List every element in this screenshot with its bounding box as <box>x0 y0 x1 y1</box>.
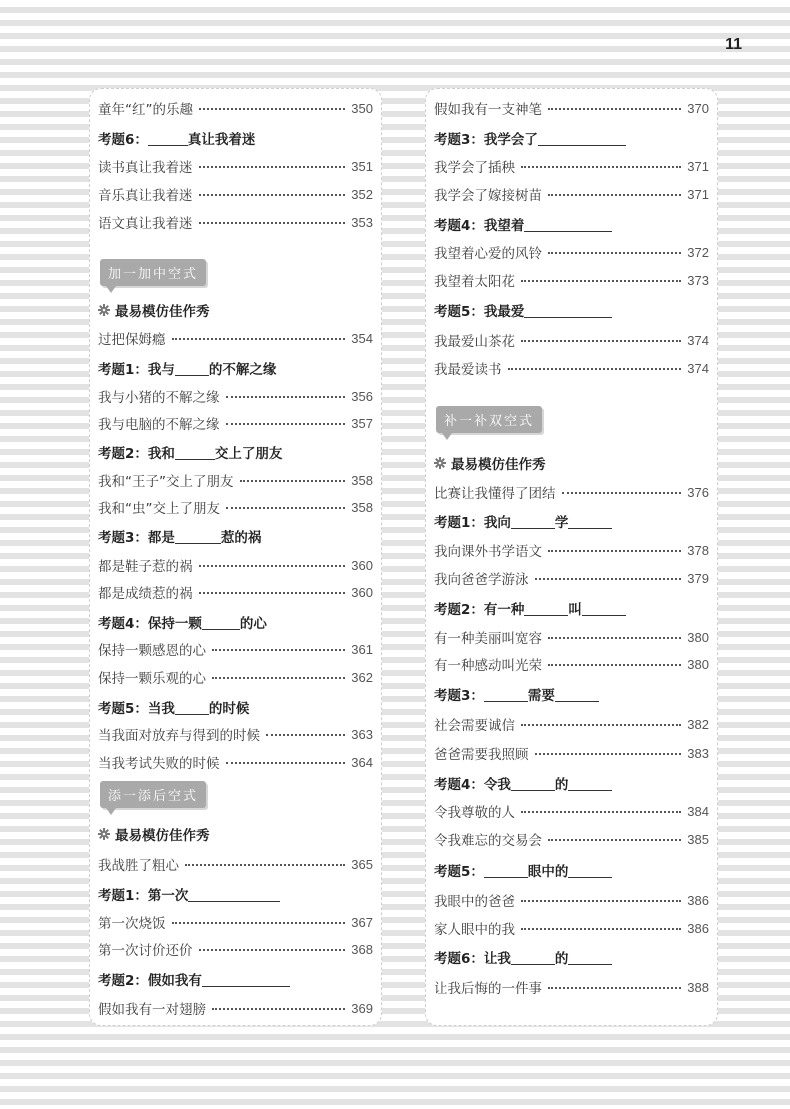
toc-entry[interactable] <box>434 155 709 177</box>
dot-leader <box>508 368 682 370</box>
topic-text: 考题4：令我 <box>434 777 511 793</box>
toc-entry[interactable] <box>434 713 709 735</box>
fill-blank <box>246 972 290 987</box>
toc-entry[interactable] <box>98 581 373 603</box>
toc-entry-page: 386 <box>687 920 709 936</box>
toc-entry-title: 我望着太阳花 <box>434 274 515 290</box>
toc-entry-page: 384 <box>687 803 709 819</box>
toc-entry[interactable] <box>98 327 373 349</box>
dot-leader <box>521 340 681 342</box>
fill-blank <box>148 131 188 146</box>
toc-entry-title: 我向课外书学语文 <box>434 544 542 560</box>
fill-blank <box>484 687 528 702</box>
dot-leader <box>226 396 346 398</box>
toc-entry[interactable] <box>98 911 373 933</box>
toc-entry-page: 354 <box>351 330 373 346</box>
fill-blank <box>582 131 626 146</box>
dot-leader <box>226 423 346 425</box>
dot-leader <box>199 166 346 168</box>
dot-leader <box>185 864 345 866</box>
topic-heading <box>434 127 709 149</box>
toc-entry-title: 令我难忘的交易会 <box>434 833 542 849</box>
topic-heading <box>98 127 373 149</box>
toc-entry[interactable] <box>98 211 373 233</box>
fill-blank <box>568 303 612 318</box>
toc-entry[interactable] <box>98 412 373 434</box>
toc-entry-page: 376 <box>687 484 709 500</box>
toc-entry-title: 有一种美丽叫宽容 <box>434 631 542 647</box>
toc-entry-title: 我与电脑的不解之缘 <box>98 417 220 433</box>
toc-entry[interactable] <box>434 539 709 561</box>
fill-blank <box>568 217 612 232</box>
topic-text: 考题6： <box>98 132 148 148</box>
section-label: 补一补双空式 <box>436 406 542 433</box>
toc-entry-page: 364 <box>351 754 373 770</box>
toc-entry-page: 371 <box>687 158 709 174</box>
dot-leader <box>548 108 681 110</box>
toc-entry-title: 第一次烧饭 <box>98 916 166 932</box>
dot-leader <box>240 480 346 482</box>
topic-text: 交上了朋友 <box>214 446 283 462</box>
toc-entry-title: 有一种感动叫光荣 <box>434 658 542 674</box>
toc-entry-title: 爸爸需要我照顾 <box>434 747 529 763</box>
toc-entry-page: 385 <box>687 831 709 847</box>
toc-entry[interactable] <box>98 97 373 119</box>
model-essay-heading <box>434 452 546 474</box>
toc-entry-page: 361 <box>351 641 373 657</box>
topic-text: 考题2：我和 <box>98 446 175 462</box>
fill-blank <box>175 700 209 715</box>
fill-blank <box>538 131 582 146</box>
toc-entry-title: 我向爸爸学游泳 <box>434 572 529 588</box>
toc-entry[interactable] <box>434 917 709 939</box>
toc-entry-page: 360 <box>351 584 373 600</box>
toc-entry[interactable] <box>434 653 709 675</box>
topic-text: 考题2：假如我有 <box>98 973 202 989</box>
fill-blank <box>524 303 568 318</box>
topic-text: 考题3： <box>434 688 484 704</box>
toc-entry-title: 音乐真让我着迷 <box>98 188 193 204</box>
toc-entry-title: 童年“红”的乐趣 <box>98 102 193 118</box>
dot-leader <box>521 811 681 813</box>
topic-heading <box>434 946 709 968</box>
toc-entry[interactable] <box>434 976 709 998</box>
dot-leader <box>199 565 346 567</box>
dot-leader <box>548 637 681 639</box>
toc-entry-title: 当我考试失败的时候 <box>98 756 220 772</box>
toc-entry[interactable] <box>434 97 709 119</box>
toc-right-panel <box>425 88 718 1026</box>
toc-entry-title: 我与小猪的不解之缘 <box>98 390 220 406</box>
toc-entry-page: 380 <box>687 629 709 645</box>
toc-entry-title: 我最爱读书 <box>434 362 502 378</box>
dot-leader <box>212 677 345 679</box>
fill-blank <box>524 601 568 616</box>
topic-text: 的不解之缘 <box>208 362 277 378</box>
dot-leader <box>199 108 345 110</box>
toc-entry-title: 我学会了嫁接树苗 <box>434 188 542 204</box>
toc-entry-title: 我和“虫”交上了朋友 <box>98 501 220 517</box>
toc-entry-title: 令我尊敬的人 <box>434 805 515 821</box>
toc-entry-title: 让我后悔的一件事 <box>434 981 542 997</box>
dot-leader <box>199 222 346 224</box>
toc-entry-page: 358 <box>351 472 373 488</box>
toc-entry-title: 我和“王子”交上了朋友 <box>98 474 234 490</box>
toc-entry-page: 368 <box>351 941 373 957</box>
topic-text: 考题4：保持一颗 <box>98 616 202 632</box>
fill-blank <box>511 776 555 791</box>
fill-blank <box>175 445 215 460</box>
toc-entry-page: 369 <box>351 1000 373 1016</box>
toc-entry-page: 388 <box>687 979 709 995</box>
toc-entry[interactable] <box>98 554 373 576</box>
topic-heading <box>434 299 709 321</box>
topic-text: 考题1：我向 <box>434 515 511 531</box>
dot-leader <box>521 900 681 902</box>
dot-leader <box>548 550 681 552</box>
toc-entry-title: 我战胜了粗心 <box>98 858 179 874</box>
dot-leader <box>548 839 681 841</box>
fill-blank <box>175 529 221 544</box>
toc-entry-title: 社会需要诚信 <box>434 718 515 734</box>
toc-entry-page: 352 <box>351 186 373 202</box>
fill-blank <box>234 887 280 902</box>
toc-entry-page: 360 <box>351 557 373 573</box>
topic-text: 考题5：我最爱 <box>434 304 525 320</box>
topic-text: 考题5：当我 <box>98 701 175 717</box>
toc-entry[interactable] <box>98 385 373 407</box>
toc-entry-title: 都是成绩惹的祸 <box>98 586 193 602</box>
topic-text: 考题2：有一种 <box>434 602 525 618</box>
toc-entry-title: 过把保姆瘾 <box>98 332 166 348</box>
fill-blank <box>484 863 528 878</box>
toc-entry-title: 保持一颗乐观的心 <box>98 671 206 687</box>
topic-heading <box>98 611 373 633</box>
topic-heading <box>98 696 373 718</box>
toc-entry-page: 374 <box>687 332 709 348</box>
dot-leader <box>172 922 346 924</box>
toc-entry[interactable] <box>98 469 373 491</box>
topic-heading <box>98 883 373 905</box>
dot-leader <box>226 762 346 764</box>
dot-leader <box>521 928 681 930</box>
toc-entry-page: 357 <box>351 415 373 431</box>
toc-entry-title: 当我面对放弃与得到的时候 <box>98 728 260 744</box>
dot-leader <box>199 949 346 951</box>
gear-icon <box>98 304 110 316</box>
fill-blank <box>202 615 240 630</box>
topic-text: 考题3：我学会了 <box>434 132 538 148</box>
model-essay-heading <box>98 299 210 321</box>
topic-heading <box>98 968 373 990</box>
topic-heading <box>434 772 709 794</box>
dot-leader <box>172 338 346 340</box>
toc-entry-page: 382 <box>687 716 709 732</box>
toc-entry[interactable] <box>98 183 373 205</box>
toc-entry-page: 371 <box>687 186 709 202</box>
fill-blank <box>188 887 234 902</box>
fill-blank <box>202 972 246 987</box>
toc-entry-title: 我眼中的爸爸 <box>434 894 515 910</box>
toc-entry-title: 我最爱山茶花 <box>434 334 515 350</box>
topic-text: 考题4：我望着 <box>434 218 525 234</box>
topic-text: 的 <box>554 951 569 967</box>
toc-entry-title: 我望着心爱的风铃 <box>434 246 542 262</box>
fill-blank <box>568 514 612 529</box>
toc-entry-page: 353 <box>351 214 373 230</box>
model-essay-label: 最易模仿佳作秀 <box>115 304 210 320</box>
toc-entry-title: 保持一颗感恩的心 <box>98 643 206 659</box>
topic-text: 考题6：让我 <box>434 951 511 967</box>
toc-entry[interactable] <box>98 638 373 660</box>
topic-heading <box>434 859 709 881</box>
toc-entry[interactable] <box>434 357 709 379</box>
toc-entry-page: 363 <box>351 726 373 742</box>
toc-entry-page: 356 <box>351 388 373 404</box>
dot-leader <box>212 649 345 651</box>
dot-leader <box>212 1008 345 1010</box>
toc-entry-page: 378 <box>687 542 709 558</box>
fill-blank <box>511 950 555 965</box>
topic-text: 惹的祸 <box>220 530 262 546</box>
fill-blank <box>511 514 555 529</box>
topic-heading <box>98 525 373 547</box>
toc-entry-page: 367 <box>351 914 373 930</box>
toc-entry[interactable] <box>98 853 373 875</box>
topic-heading <box>434 213 709 235</box>
dot-leader <box>548 252 681 254</box>
dot-leader <box>521 724 681 726</box>
section-label: 加一加中空式 <box>100 259 206 286</box>
fill-blank <box>555 687 599 702</box>
toc-entry[interactable] <box>434 269 709 291</box>
dot-leader <box>199 194 346 196</box>
toc-entry[interactable] <box>98 997 373 1019</box>
topic-text: 考题1：第一次 <box>98 888 189 904</box>
toc-entry[interactable] <box>98 751 373 773</box>
topic-text: 的时候 <box>208 701 250 717</box>
toc-entry[interactable] <box>434 241 709 263</box>
dot-leader <box>535 578 682 580</box>
dot-leader <box>199 592 346 594</box>
toc-entry[interactable] <box>434 626 709 648</box>
topic-heading <box>434 683 709 705</box>
fill-blank <box>175 361 209 376</box>
toc-entry-page: 372 <box>687 244 709 260</box>
toc-entry-page: 374 <box>687 360 709 376</box>
topic-text: 需要 <box>527 688 555 704</box>
toc-entry-page: 362 <box>351 669 373 685</box>
toc-entry-title: 比赛让我懂得了团结 <box>434 486 556 502</box>
topic-text: 的 <box>554 777 569 793</box>
toc-left-panel <box>89 88 382 1026</box>
dot-leader <box>266 734 345 736</box>
fill-blank <box>568 863 612 878</box>
model-essay-label: 最易模仿佳作秀 <box>451 457 546 473</box>
toc-entry[interactable] <box>434 889 709 911</box>
topic-heading <box>98 357 373 379</box>
dot-leader <box>535 753 682 755</box>
topic-text: 的心 <box>239 616 267 632</box>
toc-entry-page: 351 <box>351 158 373 174</box>
model-essay-label: 最易模仿佳作秀 <box>115 828 210 844</box>
dot-leader <box>548 194 681 196</box>
toc-entry-title: 假如我有一对翅膀 <box>98 1002 206 1018</box>
toc-entry-page: 358 <box>351 499 373 515</box>
fill-blank <box>524 217 568 232</box>
topic-heading <box>98 441 373 463</box>
toc-entry-title: 都是鞋子惹的祸 <box>98 559 193 575</box>
page-number: 11 <box>725 36 742 53</box>
toc-entry-page: 380 <box>687 656 709 672</box>
dot-leader <box>548 987 681 989</box>
topic-text: 考题1：我与 <box>98 362 175 378</box>
topic-heading <box>434 510 709 532</box>
toc-entry[interactable] <box>98 723 373 745</box>
toc-entry-page: 350 <box>351 100 373 116</box>
toc-entry[interactable] <box>434 828 709 850</box>
topic-text: 考题5： <box>434 864 484 880</box>
toc-entry-page: 373 <box>687 272 709 288</box>
toc-entry[interactable] <box>434 481 709 503</box>
toc-entry[interactable] <box>98 938 373 960</box>
model-essay-heading <box>98 823 210 845</box>
topic-text: 学 <box>554 515 569 531</box>
toc-entry[interactable] <box>434 742 709 764</box>
dot-leader <box>548 664 681 666</box>
toc-entry-page: 379 <box>687 570 709 586</box>
fill-blank <box>582 601 626 616</box>
toc-entry-page: 370 <box>687 100 709 116</box>
toc-entry-title: 假如我有一支神笔 <box>434 102 542 118</box>
topic-heading <box>434 597 709 619</box>
fill-blank <box>568 776 612 791</box>
section-label: 添一添后空式 <box>100 781 206 808</box>
dot-leader <box>226 507 345 509</box>
toc-entry-page: 383 <box>687 745 709 761</box>
toc-entry-page: 365 <box>351 856 373 872</box>
toc-entry[interactable] <box>98 496 373 518</box>
topic-text: 叫 <box>568 602 582 618</box>
toc-entry[interactable] <box>98 155 373 177</box>
dot-leader <box>521 166 681 168</box>
topic-text: 眼中的 <box>527 864 569 880</box>
dot-leader <box>521 280 681 282</box>
toc-entry[interactable] <box>434 567 709 589</box>
topic-text: 考题3：都是 <box>98 530 175 546</box>
dot-leader <box>562 492 682 494</box>
topic-text: 真让我着迷 <box>187 132 256 148</box>
toc-entry-title: 家人眼中的我 <box>434 922 515 938</box>
gear-icon <box>98 828 110 840</box>
toc-entry-title: 第一次讨价还价 <box>98 943 193 959</box>
toc-entry-page: 386 <box>687 892 709 908</box>
fill-blank <box>568 950 612 965</box>
toc-entry-title: 读书真让我着迷 <box>98 160 193 176</box>
toc-entry[interactable] <box>434 329 709 351</box>
gear-icon <box>434 457 446 469</box>
toc-entry[interactable] <box>434 183 709 205</box>
toc-entry[interactable] <box>434 800 709 822</box>
toc-entry-title: 我学会了插秧 <box>434 160 515 176</box>
toc-entry-title: 语文真让我着迷 <box>98 216 193 232</box>
toc-entry[interactable] <box>98 666 373 688</box>
